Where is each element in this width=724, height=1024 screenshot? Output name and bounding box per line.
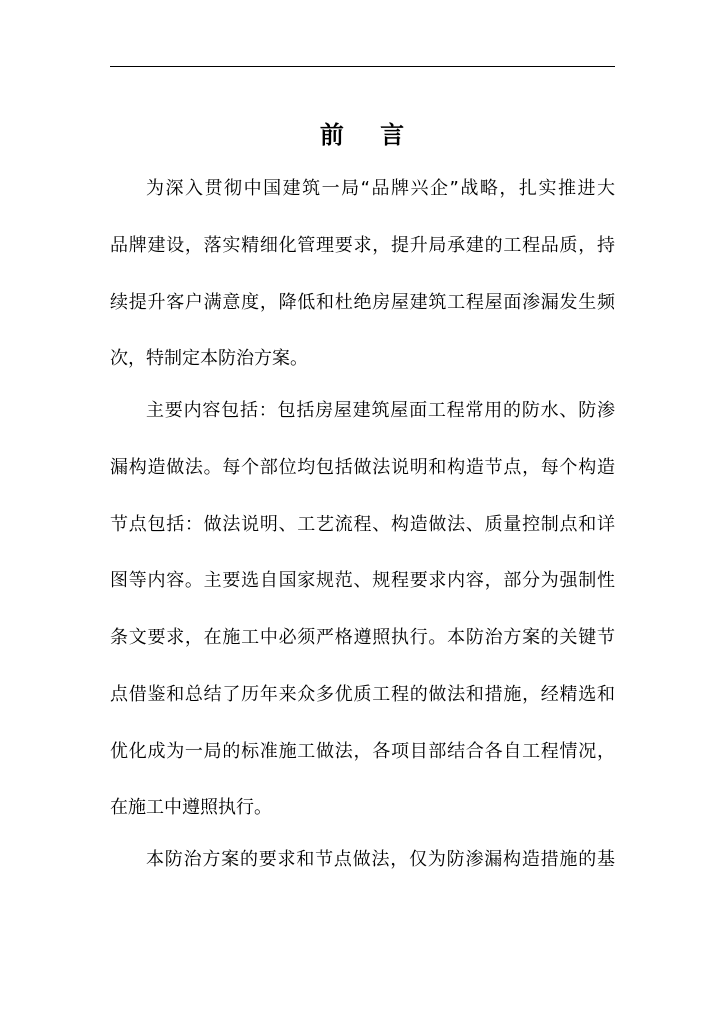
text-line: 本防治方案的要求和节点做法，仅为防渗漏构造措施的基	[146, 849, 615, 870]
header-rule	[110, 66, 615, 67]
text-line: 在施工中遵照执行。	[110, 797, 272, 818]
text-line: 图等内容。主要选自国家规范、规程要求内容，部分为强制性	[110, 570, 615, 591]
text-line: 节点包括：做法说明、工艺流程、构造做法、质量控制点和详	[110, 514, 615, 535]
text-line: 点借鉴和总结了历年来众多优质工程的做法和措施，经精选和	[110, 684, 615, 705]
page-title: 前 言	[319, 121, 419, 149]
text-line: 次，特制定本防治方案。	[110, 348, 308, 369]
text-line: 品牌建设，落实精细化管理要求，提升局承建的工程品质，持	[110, 235, 615, 256]
text-line: 条文要求，在施工中必须严格遵照执行。本防治方案的关键节	[110, 627, 615, 648]
text-line: 续提升客户满意度，降低和杜绝房屋建筑工程屋面渗漏发生频	[110, 292, 615, 313]
text-line: 漏构造做法。每个部位均包括做法说明和构造节点，每个构造	[110, 457, 615, 478]
text-line: 优化成为一局的标准施工做法，各项目部结合各自工程情况，	[110, 741, 615, 762]
text-line: 为深入贯彻中国建筑一局“品牌兴企”战略，扎实推进大	[146, 178, 615, 199]
text-line: 主要内容包括：包括房屋建筑屋面工程常用的防水、防渗	[146, 400, 615, 421]
